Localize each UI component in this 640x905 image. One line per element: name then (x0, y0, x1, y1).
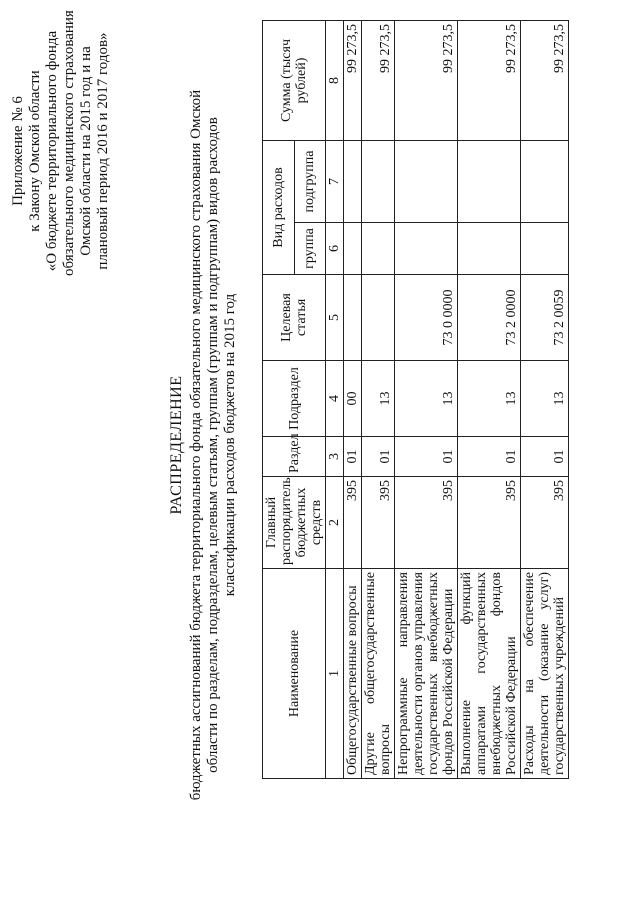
title-line: бюджетных ассигнований бюджета территориального фонда обязательного медицинского страхования Омской (188, 89, 204, 801)
row-subgroup (521, 141, 569, 223)
row-subgroup (395, 141, 458, 223)
row-group (395, 223, 458, 275)
header-subsection: Подраздел (263, 361, 326, 437)
header-section: Раздел (263, 437, 326, 477)
column-number-row (326, 21, 344, 779)
column-number: 2 (326, 477, 344, 569)
header-subgroup: подгруппа (294, 141, 326, 223)
row-target (344, 275, 362, 361)
header-row (263, 21, 295, 779)
column-number: 3 (326, 437, 344, 477)
table-row (344, 21, 362, 779)
appendix-note (10, 10, 112, 276)
row-sum: 99 273,5 (395, 21, 458, 141)
table-row (362, 21, 395, 779)
row-name: Другие общегосударственные вопросы (362, 569, 395, 779)
column-number: 7 (326, 141, 344, 223)
row-subsection: 00 (344, 361, 362, 437)
column-number: 1 (326, 569, 344, 779)
row-subsection: 13 (395, 361, 458, 437)
column-number: 8 (326, 21, 344, 141)
row-target: 73 2 0000 (458, 275, 521, 361)
header-expense-type: Вид расходов (263, 141, 295, 275)
appendix-line: Приложение № 6 (10, 96, 26, 206)
row-subsection: 13 (458, 361, 521, 437)
row-section: 01 (521, 437, 569, 477)
table-row (521, 21, 569, 779)
row-group (458, 223, 521, 275)
row-sum: 99 273,5 (458, 21, 521, 141)
row-subgroup (344, 141, 362, 223)
row-manager: 395 (458, 477, 521, 569)
table-row (395, 21, 458, 779)
header-main-manager: Главный распорядитель бюджетных средств (263, 477, 326, 569)
row-manager: 395 (344, 477, 362, 569)
row-sum: 99 273,5 (362, 21, 395, 141)
appendix-line: плановый период 2016 и 2017 годов» (95, 32, 111, 270)
table-row (458, 21, 521, 779)
row-name: Общегосударственные вопросы (344, 569, 362, 779)
row-manager: 395 (362, 477, 395, 569)
row-subgroup (362, 141, 395, 223)
header-sum: Сумма (тысяч рублей) (263, 21, 326, 141)
row-manager: 395 (395, 477, 458, 569)
row-target: 73 2 0059 (521, 275, 569, 361)
row-subsection: 13 (362, 361, 395, 437)
row-name: Выполнение функций аппаратами государственных внебюджетных фондов Российской Федерации (458, 569, 521, 779)
appendix-line: «О бюджете территориального фонда (44, 30, 60, 272)
column-number: 4 (326, 361, 344, 437)
title-line: области по разделам, подразделам, целевым статьям, группам (группам и подгруппам) видов расходов (205, 117, 221, 773)
header-group: группа (294, 223, 326, 275)
row-group (344, 223, 362, 275)
row-sum: 99 273,5 (344, 21, 362, 141)
row-name: Непрограммные направления деятельности органов управления государственных внебюджетных фондов Российской Федерации (395, 569, 458, 779)
budget-table (262, 20, 569, 779)
row-manager: 395 (521, 477, 569, 569)
row-section: 01 (395, 437, 458, 477)
row-sum: 99 273,5 (521, 21, 569, 141)
row-section: 01 (458, 437, 521, 477)
row-section: 01 (362, 437, 395, 477)
title-line: классификации расходов бюджетов на 2015 год (222, 293, 238, 597)
row-group (521, 223, 569, 275)
document-title (168, 65, 239, 825)
column-number: 6 (326, 223, 344, 275)
header-name: Наименование (263, 569, 326, 779)
title-heading: РАСПРЕДЕЛЕНИЕ (168, 375, 185, 515)
appendix-line: обязательного медицинского страхования (61, 10, 77, 276)
row-target: 73 0 0000 (395, 275, 458, 361)
row-subgroup (458, 141, 521, 223)
appendix-line: Омской области на 2015 год и на (78, 46, 94, 256)
header-target-article: Целевая статья (263, 275, 326, 361)
appendix-line: к Закону Омской области (27, 70, 43, 232)
row-name: Расходы на обеспечение деятельности (оказание услуг) государственных учреждений (521, 569, 569, 779)
row-section: 01 (344, 437, 362, 477)
row-target (362, 275, 395, 361)
row-subsection: 13 (521, 361, 569, 437)
row-group (362, 223, 395, 275)
column-number: 5 (326, 275, 344, 361)
